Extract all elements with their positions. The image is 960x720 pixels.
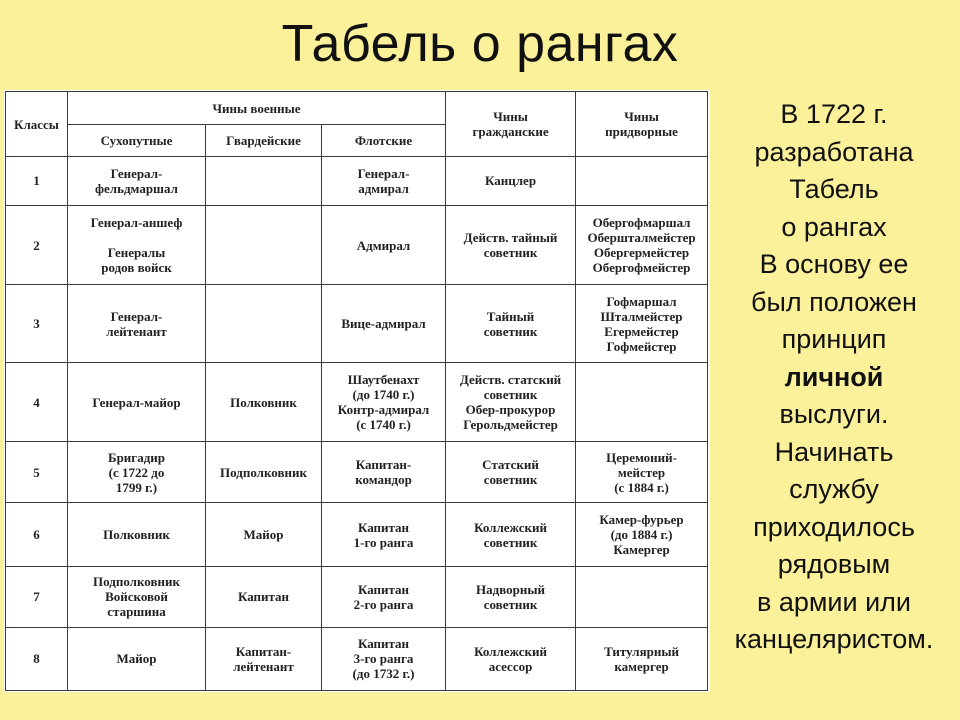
ranks-body [6,157,708,691]
description-text [712,96,956,659]
rank-line: Шталмейстер [600,308,683,324]
rank-cell-civil [446,285,576,362]
text-line: был положен [751,286,917,317]
rank-cell-land [68,285,206,362]
rank-cell-navy [322,362,446,441]
rank-line: Камер-фурьер [599,512,684,528]
rank-line: Подполковник [93,574,180,590]
rank-line: Егермейстер [604,323,679,339]
text-line: В 1722 г. [780,99,888,129]
rank-cell-navy [322,627,446,690]
rank-line: лейтенант [233,658,294,674]
rank-cell-court [576,205,708,284]
rank-line: Майор [116,651,157,667]
rank-cell-civil [446,157,576,206]
rank-cell-civil [446,566,576,627]
text-line: разработана [754,136,914,167]
rank-line: Коллежский [474,643,547,659]
rank-line: Действ. тайный [463,230,558,246]
rank-line: Гофмаршал [606,293,677,309]
rank-line [70,230,203,245]
rank-line: 1799 г.) [115,479,158,495]
rank-line: фельдмаршал [95,180,178,196]
header-military: Чины военные [68,92,446,125]
rank-cell-court [576,362,708,441]
header-guard: Гвардейские [206,125,322,157]
rank-line: командор [355,472,412,488]
rank-line: Церемоний- [606,449,677,465]
class-number: 6 [6,503,68,566]
header-classes: Классы [6,92,68,157]
rank-line: Полковник [103,527,170,543]
table-row [6,205,708,284]
rank-line: Герольдмейстер [463,417,558,433]
rank-cell-land [68,566,206,627]
rank-cell-navy [322,566,446,627]
rank-line: 2-го ранга [353,596,414,612]
rank-line: камергер [614,658,669,674]
rank-line: Канцлер [485,173,537,189]
rank-line: Бригадир [107,449,165,465]
header-civil [446,92,576,157]
rank-line: Капитан- [235,643,292,659]
rank-line: Статский [482,457,539,473]
rank-line: Коллежский [474,519,547,535]
rank-line: родов войск [101,260,172,276]
table-row [6,566,708,627]
rank-line: Обергермейстер [593,245,690,261]
rank-line: Обер-прокурор [465,402,556,418]
emphasis-word: личной [784,361,884,392]
rank-cell-court [576,627,708,690]
class-number: 8 [6,627,68,690]
rank-line: Тайный [486,308,535,324]
rank-line: советник [483,472,538,488]
rank-line: Полковник [230,394,297,410]
text-line: о рангах [781,211,887,242]
rank-line: старшина [107,604,166,620]
rank-line: Капитан [357,636,410,652]
rank-line: 3-го ранга [353,651,414,667]
table-of-ranks [4,90,710,692]
text-line: канцеляристом. [734,624,934,654]
rank-cell-guard [206,442,322,503]
rank-line: Капитан- [355,457,412,473]
table-row [6,627,708,690]
rank-line: Генерал- [357,165,410,181]
rank-cell-land [68,205,206,284]
rank-cell-guard [206,503,322,566]
text-line: службу [789,474,879,504]
rank-cell-navy [322,442,446,503]
rank-line: советник [483,245,538,261]
rank-cell-civil [446,205,576,284]
rank-cell-navy [322,205,446,284]
ranks-table [5,91,708,691]
rank-line: Подполковник [220,464,307,480]
header-court-line: придворные [605,124,678,139]
class-number: 1 [6,157,68,206]
rank-line: Капитан [237,589,290,605]
rank-line: Генералы [107,245,166,261]
rank-cell-civil [446,362,576,441]
table-row [6,362,708,441]
rank-cell-land [68,442,206,503]
rank-line: Генерал- [110,165,163,181]
class-number: 2 [6,205,68,284]
rank-line: Шаутбенахт [347,372,420,388]
rank-cell-guard [206,362,322,441]
rank-line: советник [483,323,538,339]
rank-line: Действ. статский [459,372,562,388]
header-court-line: Чины [624,109,659,124]
rank-line: Генерал- [110,308,163,324]
text-line: рядовым [777,549,891,579]
rank-cell-court [576,285,708,362]
class-number: 5 [6,442,68,503]
rank-line: (до 1884 г.) [610,527,673,543]
rank-line: Капитан [357,581,410,597]
table-row [6,285,708,362]
rank-line: Надворный [476,581,546,597]
rank-line: Контр-адмирал [337,402,430,418]
rank-line: (до 1740 г.) [352,387,415,403]
rank-line: Войсковой [105,589,168,605]
rank-cell-civil [446,627,576,690]
rank-cell-land [68,362,206,441]
rank-line: (с 1884 г.) [614,479,669,495]
text-line: выслуги. [779,399,889,429]
rank-cell-navy [322,157,446,206]
table-row [6,157,708,206]
class-number: 4 [6,362,68,441]
rank-line: советник [483,596,538,612]
rank-line: асессор [488,658,533,674]
rank-cell-guard [206,205,322,284]
rank-line: Адмирал [356,237,411,253]
rank-line: адмирал [358,180,409,196]
rank-cell-civil [446,442,576,503]
rank-line: советник [483,387,538,403]
text-line: Табель [789,174,879,204]
rank-cell-court [576,442,708,503]
rank-line: лейтенант [106,323,167,339]
rank-line: (с 1722 до [108,464,165,480]
rank-line: (с 1740 г.) [356,417,411,433]
rank-cell-guard [206,285,322,362]
class-number: 3 [6,285,68,362]
rank-cell-land [68,503,206,566]
rank-line: мейстер [617,464,666,480]
rank-line: (до 1732 г.) [352,666,415,682]
table-row [6,503,708,566]
text-line: принцип [781,324,887,354]
rank-line: Гофмейстер [606,338,677,354]
rank-cell-guard [206,157,322,206]
text-line: Начинать [774,436,894,467]
rank-line: советник [483,534,538,550]
header-land: Сухопутные [68,125,206,157]
table-row [6,442,708,503]
rank-line: Обергофмаршал [592,215,691,231]
rank-cell-navy [322,285,446,362]
rank-line: Майор [243,527,284,543]
rank-cell-land [68,627,206,690]
rank-line: Обергофмейстер [592,260,691,276]
rank-cell-court [576,157,708,206]
rank-cell-navy [322,503,446,566]
header-civil-line: гражданские [472,124,549,139]
rank-cell-civil [446,503,576,566]
class-number: 7 [6,566,68,627]
rank-line: Вице-адмирал [341,316,426,332]
text-line: приходилось [753,511,915,542]
slide-title: Табель о рангах [281,15,679,73]
rank-cell-court [576,566,708,627]
rank-cell-guard [206,566,322,627]
rank-line: Генерал-майор [92,394,181,410]
rank-line: Титулярный [604,643,679,659]
header-civil-line: Чины [493,109,528,124]
text-line: В основу ее [759,249,909,279]
rank-line: Камергер [613,542,670,558]
rank-line: Капитан [357,519,410,535]
rank-line: Обершталмейстер [587,230,696,246]
text-line: в армии или [756,586,912,617]
rank-line: 1-го ранга [353,534,414,550]
header-navy: Флотские [322,125,446,157]
rank-cell-guard [206,627,322,690]
rank-cell-court [576,503,708,566]
header-court [576,92,708,157]
rank-cell-land [68,157,206,206]
rank-line: Генерал-аншеф [90,215,183,231]
